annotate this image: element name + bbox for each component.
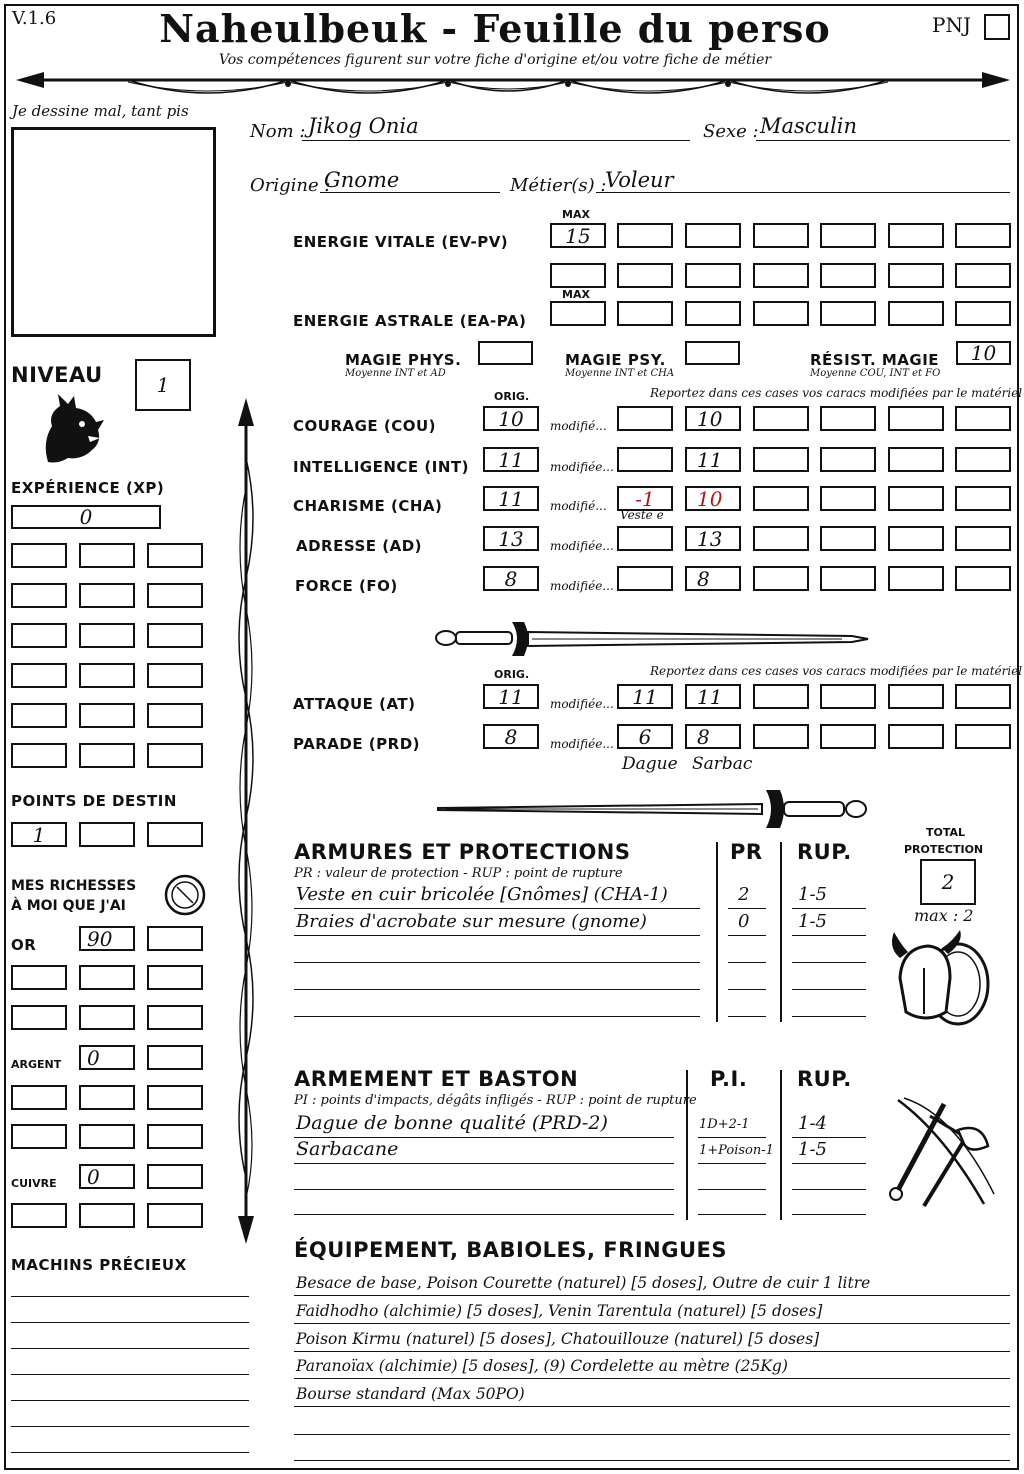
ev-box[interactable] [888, 263, 944, 288]
armures-rup-header: RUP. [797, 840, 852, 864]
equipement-item[interactable]: Faidhodho (alchimie) [5 doses], Venin Tarentula (naturel) [5 doses] [296, 1302, 823, 1320]
cuivre-label: CUIVRE [11, 1177, 57, 1190]
cuivre-box[interactable] [147, 1203, 203, 1228]
carac-mod-box[interactable] [617, 566, 673, 591]
carac-extra-box[interactable] [888, 486, 944, 511]
ev-max-box[interactable]: 15 [550, 223, 606, 248]
armure-line[interactable] [294, 1016, 700, 1017]
resist-magie-box[interactable]: 10 [956, 341, 1011, 365]
carac-orig-box[interactable]: 10 [483, 406, 539, 431]
destin-label: POINTS DE DESTIN [11, 792, 177, 810]
armure-pr-line[interactable] [728, 908, 766, 909]
arme-line[interactable] [294, 1163, 674, 1164]
ea-label: ENERGIE ASTRALE (EA-PA) [293, 312, 527, 330]
or-label: OR [11, 936, 37, 954]
carac-orig-box[interactable]: 13 [483, 526, 539, 551]
combat-extra-box[interactable] [753, 724, 809, 749]
armure-line[interactable] [294, 908, 700, 909]
equipement-line[interactable] [294, 1460, 1010, 1461]
carac-extra-box[interactable] [955, 526, 1011, 551]
richesses-sublabel: À MOI QUE J'AI [11, 898, 126, 914]
machins-line[interactable] [11, 1452, 249, 1453]
combat-extra-box[interactable] [888, 684, 944, 709]
resist-magie-label: RÉSIST. MAGIE [810, 351, 940, 369]
portrait-caption: Je dessine mal, tant pis [12, 102, 189, 120]
argent-box[interactable] [147, 1124, 203, 1149]
combat-mod-box[interactable]: 11 [617, 684, 673, 709]
experience-label: EXPÉRIENCE (XP) [11, 479, 165, 497]
arme-rup-line[interactable] [792, 1189, 866, 1190]
destin-box[interactable] [79, 822, 135, 847]
ev-box[interactable] [753, 223, 809, 248]
armement-pi-header: P.I. [710, 1067, 748, 1091]
armement-divider [780, 1070, 782, 1220]
armure-line[interactable] [294, 935, 700, 936]
armure-pr-line[interactable] [728, 962, 766, 963]
armures-note: PR : valeur de protection - RUP : point de rupture [294, 866, 623, 881]
carac-mod-box[interactable] [617, 447, 673, 472]
armures-divider [716, 842, 718, 1022]
armure-pr-line[interactable] [728, 935, 766, 936]
equipement-item[interactable]: Paranoïax (alchimie) [5 doses], (9) Cordelette au mètre (25Kg) [296, 1357, 788, 1375]
carac-mod-note: Veste e [620, 508, 664, 522]
combat-final-box[interactable]: 8 [685, 724, 741, 749]
ev-max-label: MAX [562, 208, 590, 221]
page-title: Naheulbeuk - Feuille du perso [159, 6, 831, 51]
argent-box[interactable] [147, 1085, 203, 1110]
combat-report-note: Reportez dans ces cases vos caracs modifiées par le matériel [650, 664, 1023, 678]
combat-mod-label: modifiée... [550, 697, 614, 711]
nom-value[interactable]: Jikog Onia [308, 114, 419, 138]
destin-box[interactable]: 1 [11, 822, 67, 847]
argent-label: ARGENT [11, 1058, 62, 1071]
equipement-line[interactable] [294, 1323, 1010, 1324]
arme-pi-line[interactable] [698, 1163, 766, 1164]
carac-label: INTELLIGENCE (INT) [293, 458, 469, 476]
armure-pr-line[interactable] [728, 989, 766, 990]
nom-label: Nom : [250, 121, 306, 142]
max-protection-note: max : 2 [914, 906, 974, 925]
ev-box[interactable] [617, 223, 673, 248]
armure-rup[interactable]: 1-5 [798, 911, 827, 932]
armure-name[interactable]: Braies d'acrobate sur mesure (gnome) [296, 911, 647, 932]
magie-psy-label: MAGIE PSY. [565, 351, 666, 369]
machins-line[interactable] [11, 1322, 249, 1323]
ea-box[interactable] [888, 301, 944, 326]
armures-divider [780, 842, 782, 1022]
armure-name[interactable]: Veste en cuir bricolée [Gnômes] (CHA-1) [296, 884, 668, 905]
weapons-icon [884, 1094, 1008, 1218]
sexe-underline [756, 140, 1010, 141]
sword-ornament [432, 612, 872, 670]
carac-mod-label: modifiée... [550, 539, 614, 553]
armement-title: ARMEMENT ET BASTON [294, 1067, 579, 1091]
arme-name[interactable]: Dague de bonne qualité (PRD-2) [296, 1112, 608, 1134]
ev-box[interactable] [955, 263, 1011, 288]
arme-pi-line[interactable] [698, 1214, 766, 1215]
magie-psy-box[interactable] [685, 341, 740, 365]
ea-box[interactable] [955, 301, 1011, 326]
ea-box[interactable] [617, 301, 673, 326]
caracs-report-note: Reportez dans ces cases vos caracs modifiées par le matériel [650, 386, 1023, 400]
carac-label: ADRESSE (AD) [296, 537, 423, 555]
carac-final-box[interactable]: 10 [685, 486, 741, 511]
experience-box[interactable] [11, 663, 67, 688]
armure-line[interactable] [294, 989, 700, 990]
machins-line[interactable] [11, 1400, 249, 1401]
experience-box[interactable] [79, 583, 135, 608]
carac-mod-label: modifiée... [550, 460, 614, 474]
carac-mod-label: modifiée... [550, 579, 614, 593]
equipement-line[interactable] [294, 1295, 1010, 1296]
arme-rup-line[interactable] [792, 1163, 866, 1164]
or-box[interactable]: 90 [79, 926, 135, 951]
arme-line[interactable] [294, 1214, 674, 1215]
equipement-item[interactable]: Bourse standard (Max 50PO) [296, 1385, 525, 1403]
armure-rup-line[interactable] [792, 935, 866, 936]
machins-label: MACHINS PRÉCIEUX [11, 1256, 187, 1274]
niveau-box[interactable]: 1 [135, 359, 191, 411]
carac-extra-box[interactable] [888, 526, 944, 551]
carac-mod-box[interactable] [617, 526, 673, 551]
combat-orig-box[interactable]: 8 [483, 724, 539, 749]
combat-extra-box[interactable] [955, 684, 1011, 709]
carac-extra-box[interactable] [888, 447, 944, 472]
carac-label: COURAGE (COU) [293, 417, 437, 435]
pnj-label: PNJ [932, 13, 971, 37]
ea-max-label: MAX [562, 288, 590, 301]
origine-label: Origine : [250, 175, 331, 196]
carac-extra-box[interactable] [955, 447, 1011, 472]
arme-rup-line[interactable] [792, 1214, 866, 1215]
sexe-label: Sexe : [703, 121, 759, 142]
carac-extra-box[interactable] [753, 447, 809, 472]
experience-box[interactable] [147, 583, 203, 608]
carac-extra-box[interactable] [753, 406, 809, 431]
carac-extra-box[interactable] [820, 447, 876, 472]
arme-rup[interactable]: 1-5 [798, 1139, 827, 1160]
argent-box[interactable] [11, 1124, 67, 1149]
carac-orig-box[interactable]: 11 [483, 486, 539, 511]
carac-final-box[interactable]: 10 [685, 406, 741, 431]
armure-rup-line[interactable] [792, 1016, 866, 1017]
metier-value[interactable]: Voleur [605, 168, 674, 192]
weapon-note-dague: Dague [622, 754, 678, 774]
argent-box[interactable] [79, 1124, 135, 1149]
carac-extra-box[interactable] [820, 526, 876, 551]
coin-icon [163, 873, 207, 917]
carac-extra-box[interactable] [888, 406, 944, 431]
cuivre-box[interactable] [79, 1203, 135, 1228]
arme-pi[interactable]: 1+Poison-1 [699, 1143, 774, 1158]
total-protection-box[interactable]: 2 [920, 859, 976, 905]
ea-box[interactable] [685, 301, 741, 326]
equipement-title: ÉQUIPEMENT, BABIOLES, FRINGUES [294, 1238, 727, 1262]
combat-extra-box[interactable] [820, 724, 876, 749]
metier-label: Métier(s) : [510, 175, 607, 196]
experience-box[interactable] [11, 583, 67, 608]
arme-line[interactable] [294, 1189, 674, 1190]
carac-label: FORCE (FO) [295, 577, 398, 595]
equipement-item[interactable]: Poison Kirmu (naturel) [5 doses], Chatouillouze (naturel) [5 doses] [296, 1330, 820, 1348]
weapon-note-sarbac: Sarbac [692, 754, 753, 774]
sword-ornament [432, 782, 872, 832]
or-box[interactable] [11, 965, 67, 990]
carac-label: CHARISME (CHA) [293, 497, 443, 515]
combat-label: PARADE (PRD) [293, 735, 421, 753]
experience-box[interactable] [147, 543, 203, 568]
armures-title: ARMURES ET PROTECTIONS [294, 840, 631, 864]
ev-box[interactable] [888, 223, 944, 248]
helmet-shield-icon [888, 928, 996, 1028]
arme-rup[interactable]: 1-4 [798, 1113, 827, 1134]
machins-line[interactable] [11, 1296, 249, 1297]
caracs-orig-label: ORIG. [494, 390, 530, 403]
equipement-line[interactable] [294, 1378, 1010, 1379]
equipement-line[interactable] [294, 1351, 1010, 1352]
carac-final-box[interactable]: 13 [685, 526, 741, 551]
arme-pi-line[interactable] [698, 1189, 766, 1190]
carac-final-box[interactable]: 11 [685, 447, 741, 472]
equipement-item[interactable]: Besace de base, Poison Courette (naturel) [5 doses], Outre de cuir 1 litre [296, 1274, 871, 1292]
experience-box[interactable] [79, 543, 135, 568]
ev-box[interactable] [820, 223, 876, 248]
cuivre-box[interactable] [11, 1203, 67, 1228]
cuivre-box[interactable] [147, 1164, 203, 1189]
combat-orig-box[interactable]: 11 [483, 684, 539, 709]
armure-rup-line[interactable] [792, 989, 866, 990]
experience-box[interactable] [11, 623, 67, 648]
or-box[interactable] [79, 965, 135, 990]
carac-orig-box[interactable]: 11 [483, 447, 539, 472]
carac-mod-label: modifié... [550, 419, 607, 433]
carac-extra-box[interactable] [955, 566, 1011, 591]
cuivre-box[interactable]: 0 [79, 1164, 135, 1189]
magie-phys-label: MAGIE PHYS. [345, 351, 462, 369]
niveau-label: NIVEAU [11, 363, 103, 387]
ev-box[interactable] [753, 263, 809, 288]
armure-rup[interactable]: 1-5 [798, 884, 827, 905]
pnj-checkbox[interactable] [984, 14, 1010, 40]
combat-extra-box[interactable] [955, 724, 1011, 749]
experience-box[interactable] [11, 743, 67, 768]
ev-box[interactable] [550, 263, 606, 288]
ev-box[interactable] [955, 223, 1011, 248]
richesses-label: MES RICHESSES [11, 878, 137, 894]
experience-box[interactable] [147, 743, 203, 768]
combat-mod-box[interactable]: 6 [617, 724, 673, 749]
carac-extra-box[interactable] [753, 566, 809, 591]
ev-box[interactable] [685, 223, 741, 248]
machins-line[interactable] [11, 1426, 249, 1427]
ev-label: ENERGIE VITALE (EV-PV) [293, 233, 509, 251]
ea-box[interactable] [753, 301, 809, 326]
argent-box[interactable] [79, 1085, 135, 1110]
armement-divider [686, 1070, 688, 1220]
ev-box[interactable] [820, 263, 876, 288]
equipement-line[interactable] [294, 1434, 1010, 1435]
ea-max-box[interactable] [550, 301, 606, 326]
armement-note: PI : points d'impacts, dégâts infligés - RUP : point de rupture [294, 1093, 697, 1108]
carac-final-box[interactable]: 8 [685, 566, 741, 591]
ev-box[interactable] [685, 263, 741, 288]
experience-box[interactable] [11, 543, 67, 568]
carac-extra-box[interactable] [820, 406, 876, 431]
armure-pr[interactable]: 2 [738, 884, 750, 905]
metier-underline [596, 192, 1010, 193]
carac-extra-box[interactable] [753, 486, 809, 511]
experience-box[interactable] [79, 623, 135, 648]
origine-value[interactable]: Gnome [324, 168, 400, 192]
magie-phys-box[interactable] [478, 341, 533, 365]
carac-mod-box[interactable] [617, 406, 673, 431]
magie-phys-note: Moyenne INT et AD [345, 368, 446, 379]
experience-box[interactable] [147, 663, 203, 688]
combat-extra-box[interactable] [753, 684, 809, 709]
or-box[interactable] [79, 1005, 135, 1030]
carac-orig-box[interactable]: 8 [483, 566, 539, 591]
combat-label: ATTAQUE (AT) [293, 695, 416, 713]
magie-psy-note: Moyenne INT et CHA [565, 368, 675, 379]
experience-box[interactable] [11, 703, 67, 728]
armures-pr-header: PR [730, 840, 763, 864]
carac-extra-box[interactable] [888, 566, 944, 591]
combat-final-box[interactable]: 11 [685, 684, 741, 709]
carac-extra-box[interactable] [753, 526, 809, 551]
armement-rup-header: RUP. [797, 1067, 852, 1091]
armure-line[interactable] [294, 962, 700, 963]
page-subtitle: Vos compétences figurent sur votre fiche d'origine et/ou votre fiche de métier [218, 52, 772, 68]
or-box[interactable] [147, 926, 203, 951]
experience-box[interactable] [147, 623, 203, 648]
carac-extra-box[interactable] [820, 566, 876, 591]
argent-box[interactable]: 0 [79, 1045, 135, 1070]
experience-box[interactable]: 0 [11, 505, 161, 529]
ea-box[interactable] [820, 301, 876, 326]
armure-rup-line[interactable] [792, 908, 866, 909]
total-protection-sublabel: PROTECTION [904, 843, 984, 856]
carac-extra-box[interactable] [955, 486, 1011, 511]
experience-box[interactable] [147, 703, 203, 728]
armure-pr-line[interactable] [728, 1016, 766, 1017]
machins-line[interactable] [11, 1348, 249, 1349]
carac-extra-box[interactable] [955, 406, 1011, 431]
combat-mod-label: modifiée... [550, 737, 614, 751]
destin-box[interactable] [147, 822, 203, 847]
arme-pi-line[interactable] [698, 1137, 766, 1138]
dragon-icon [38, 392, 106, 464]
or-box[interactable] [147, 965, 203, 990]
experience-box[interactable] [79, 663, 135, 688]
combat-orig-label: ORIG. [494, 668, 530, 681]
argent-box[interactable] [147, 1045, 203, 1070]
equipement-line[interactable] [294, 1406, 1010, 1407]
arme-name[interactable]: Sarbacane [296, 1138, 399, 1160]
combat-extra-box[interactable] [820, 684, 876, 709]
armure-rup-line[interactable] [792, 962, 866, 963]
argent-box[interactable] [11, 1085, 67, 1110]
carac-mod-label: modifié... [550, 499, 607, 513]
or-box[interactable] [11, 1005, 67, 1030]
carac-extra-box[interactable] [820, 486, 876, 511]
arme-pi[interactable]: 1D+2-1 [699, 1117, 750, 1132]
experience-box[interactable] [79, 703, 135, 728]
portrait-box[interactable] [11, 127, 216, 337]
origine-underline [320, 192, 500, 193]
total-protection-label: TOTAL [926, 826, 966, 839]
arme-rup-line[interactable] [792, 1137, 866, 1138]
version-label: V.1.6 [12, 8, 57, 29]
sexe-value[interactable]: Masculin [760, 114, 858, 138]
armure-pr[interactable]: 0 [738, 911, 750, 932]
ev-box[interactable] [617, 263, 673, 288]
vertical-spear-ornament [228, 398, 264, 1244]
or-box[interactable] [147, 1005, 203, 1030]
machins-line[interactable] [11, 1374, 249, 1375]
experience-box[interactable] [79, 743, 135, 768]
resist-magie-note: Moyenne COU, INT et FO [810, 368, 941, 379]
nom-underline [302, 140, 690, 141]
carac-mod-box[interactable]: -1 [617, 486, 673, 511]
combat-extra-box[interactable] [888, 724, 944, 749]
